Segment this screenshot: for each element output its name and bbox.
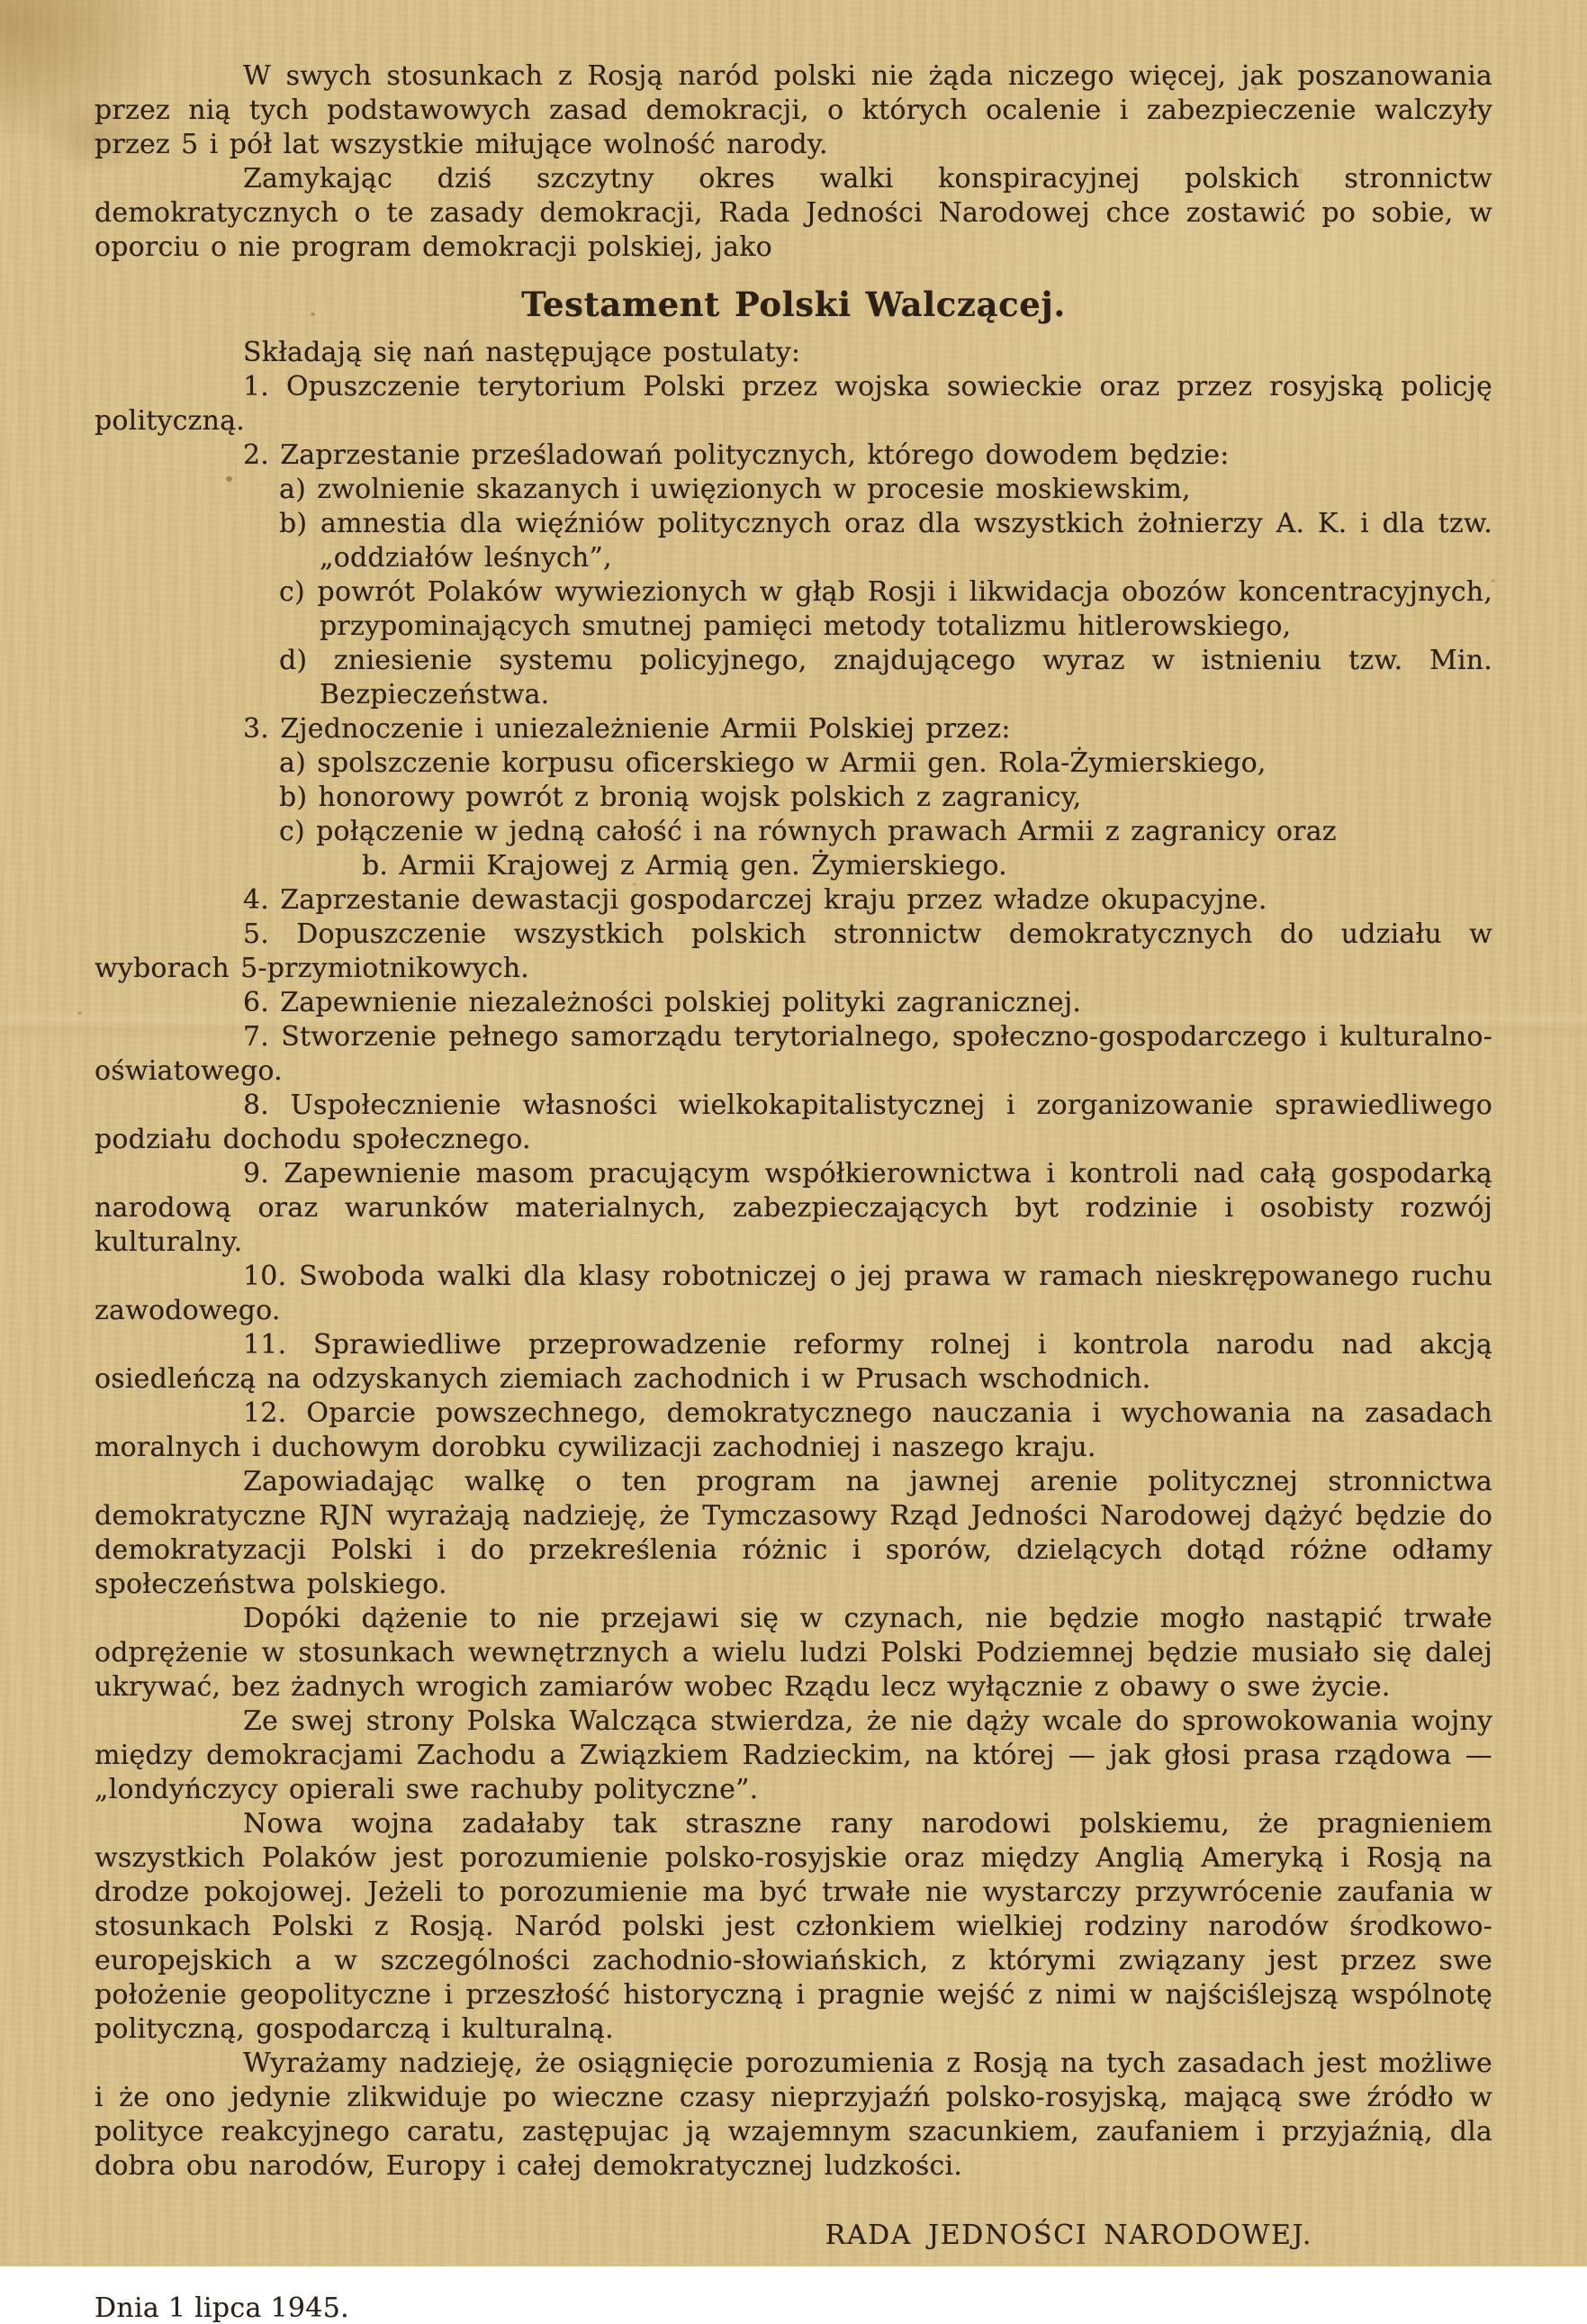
sub-item: b) honorowy powrót z bronią wojsk polskich z zagranicy,: [279, 782, 1082, 813]
paragraph: Zapowiadając walkę o ten program na jawnej arenie politycznej stronnictwa demokratyczne RJN wyrażają nadzieję, że Tymczasowy Rząd Jedności Narodowej dążyć będzie do demokratyzacji Polski i do przekreślenia różnic i sporów, dzielących dotąd różne odłamy społeczeństwa polskiego.: [95, 1466, 1492, 1600]
postulate-item: 10. Swoboda walki dla klasy robotniczej o jej prawa w ramach nieskrępowanego ruchu zawodowego.: [95, 1261, 1492, 1326]
date-line: Dnia 1 lipca 1945.: [95, 2292, 349, 2324]
postulate-item: 4. Zaprzestanie dewastacji gospodarczej kraju przez władze okupacyjne.: [243, 884, 1267, 916]
sub-item: c) powrót Polaków wywiezionych w głąb Rosji i likwidacja obozów koncentracyjnych, przypominających smutnej pamięci metody totalizmu hitlerowskiego,: [279, 576, 1492, 642]
paragraph: Dopóki dążenie to nie przejawi się w czynach, nie będzie mogło nastąpić trwałe odprężenie w stosunkach wewnętrznych a wielu ludzi Polski Podziemnej będzie musiało się dalej ukrywać, bez żadnych wrogich zamiarów wobec Rządu lecz wyłącznie z obawy o swe życie.: [95, 1603, 1492, 1703]
postulate-item: 7. Stworzenie pełnego samorządu terytorialnego, społeczno-gospodarczego i kulturalno-oświatowego.: [95, 1021, 1492, 1087]
postulate-item: 5. Dopuszczenie wszystkich polskich stronnictw demokratycznych do udziału w wyborach 5-przymiotnikowych.: [95, 918, 1492, 984]
paragraph: Nowa wojna zadałaby tak straszne rany narodowi polskiemu, że pragnieniem wszystkich Polaków jest porozumienie polsko-rosyjskie oraz między Anglią Ameryką i Rosją na drodze pokojowej. Jeżeli to porozumienie ma być trwałe nie wystarczy przywrócenie zaufania w stosunkach Polski z Rosją. Naród polski jest członkiem wielkiej rodziny narodów środkowo-europejskich a w szczególności zachodnio-słowiańskich, z którymi związany jest przez swe położenie geopolityczne i przeszłość historyczną i pragnie wejść z nimi w najściślejszą wspólnotę polityczną, gospodarczą i kulturalną.: [95, 1808, 1492, 2045]
sub-item: c) połączenie w jedną całość i na równych prawach Armii z zagranicy oraz: [279, 816, 1337, 847]
sub-item-continuation: b. Armii Krajowej z Armią gen. Żymierskiego.: [362, 850, 1007, 882]
sub-item: a) zwolnienie skazanych i uwięzionych w procesie moskiewskim,: [279, 474, 1191, 505]
paragraph: Wyrażamy nadzieję, że osiągnięcie porozumienia z Rosją na tych zasadach jest możliwe i że ono jedynie zlikwiduje po wieczne czasy nieprzyjaźń polsko-rosyjską, mającą swe źródło w polityce reakcyjnego caratu, zastępujac ją wzajemnym szacunkiem, zaufaniem i przyjaźnią, dla dobra obu narodów, Europy i całej demokratycznej ludzkości.: [95, 2048, 1492, 2182]
postulate-item: 11. Sprawiedliwe przeprowadzenie reformy rolnej i kontrola narodu nad akcją osiedleńczą na odzyskanych ziemiach zachodnich i w Prusach wschodnich.: [95, 1329, 1492, 1395]
signature: RADA JEDNOŚCI NARODOWEJ.: [825, 2220, 1312, 2251]
document-title: Testament Polski Walczącej.: [521, 285, 1066, 324]
paragraph: Zamykając dziś szczytny okres walki konspiracyjnej polskich stronnictw demokratycznych o te zasady demokracji, Rada Jedności Narodowej chce zostawić po sobie, w oporciu o nie program demokracji polskiej, jako: [95, 163, 1492, 263]
sub-item: d) zniesienie systemu policyjnego, znajdującego wyraz w istnieniu tzw. Min. Bezpieczeństwa.: [279, 645, 1492, 710]
postulate-item: 12. Oparcie powszechnego, demokratycznego nauczania i wychowania na zasadach moralnych i duchowym dorobku cywilizacji zachodniej i naszego kraju.: [95, 1397, 1492, 1463]
sub-item: a) spolszczenie korpusu oficerskiego w Armii gen. Rola-Żymierskiego,: [279, 747, 1267, 779]
postulate-item: 8. Uspołecznienie własności wielkokapitalistycznej i zorganizowanie sprawiedliwego podziału dochodu społecznego.: [95, 1090, 1492, 1155]
paragraph: W swych stosunkach z Rosją naród polski nie żąda niczego więcej, jak poszanowania przez nią tych podstawowych zasad demokracji, o których ocalenie i zabezpieczenie walczyły przez 5 i pół lat wszystkie miłujące wolność narody.: [95, 60, 1492, 160]
paragraph: Ze swej strony Polska Walcząca stwierdza, że nie dąży wcale do sprowokowania wojny między demokracjami Zachodu a Związkiem Radzieckim, na której — jak głosi prasa rządowa — „londyńczycy opierali swe rachuby polityczne”.: [95, 1705, 1492, 1805]
postulate-item: 3. Zjednoczenie i uniezależnienie Armii Polskiej przez:: [243, 713, 1011, 745]
postulate-item: 6. Zapewnienie niezależności polskiej polityki zagranicznej.: [243, 987, 1082, 1018]
document-body: [95, 59, 1492, 2184]
paragraph: Składają się nań następujące postulaty:: [243, 337, 801, 368]
postulate-item: 9. Zapewnienie masom pracującym współkierownictwa i kontroli nad całą gospodarką narodową oraz warunków materialnych, zabezpieczających byt rodzinie i osobisty rozwój kulturalny.: [95, 1158, 1492, 1258]
postulate-item: 1. Opuszczenie terytorium Polski przez wojska sowieckie oraz przez rosyjską policję polityczną.: [95, 371, 1492, 437]
postulate-item: 2. Zaprzestanie prześladowań politycznych, którego dowodem będzie:: [243, 439, 1230, 471]
sub-item: b) amnestia dla więźniów politycznych oraz dla wszystkich żołnierzy A. K. i dla tzw. „oddziałów leśnych”,: [279, 508, 1492, 574]
